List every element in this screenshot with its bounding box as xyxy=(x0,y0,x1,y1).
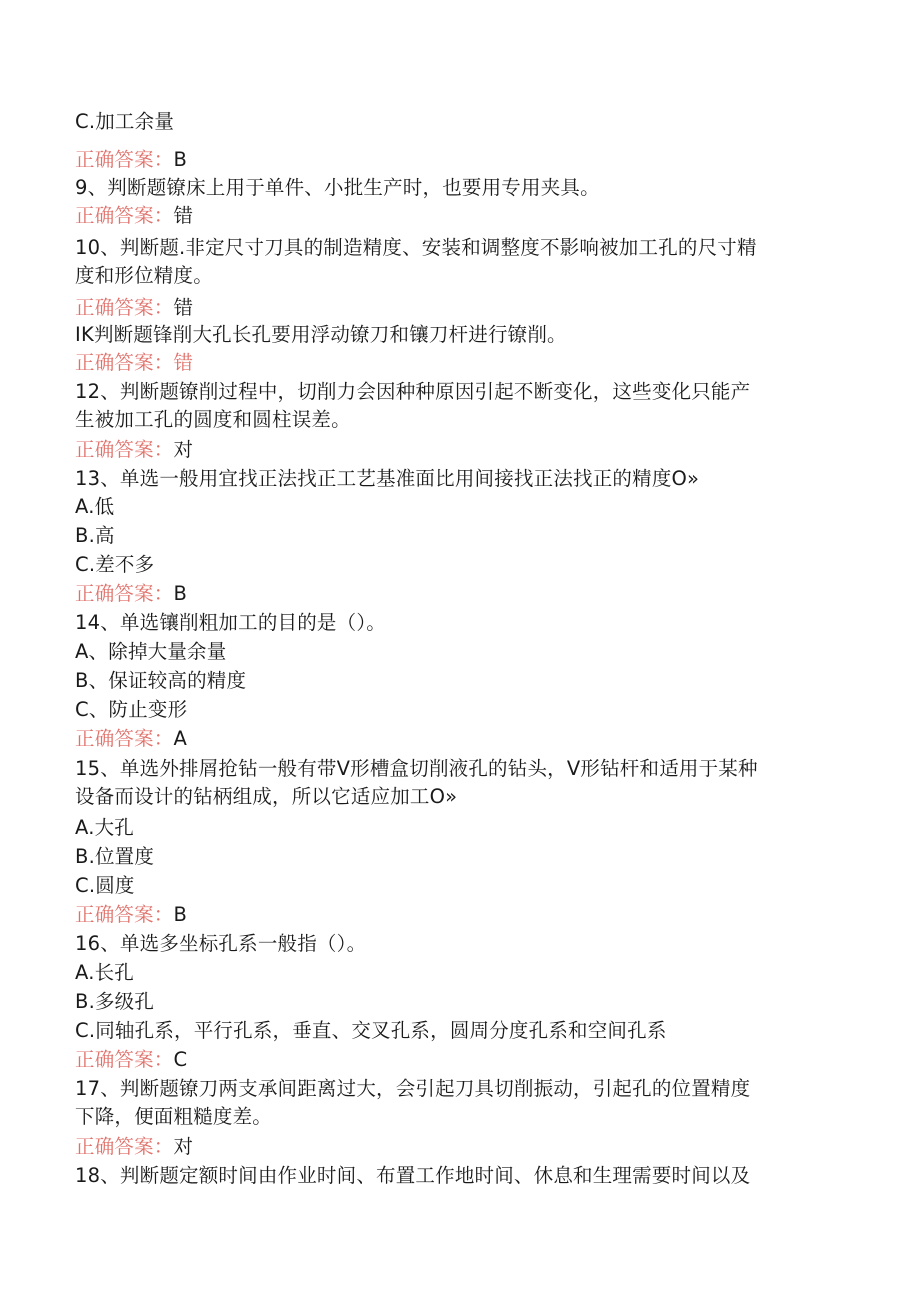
text-line: C、防止变形 xyxy=(75,698,188,721)
answer-line xyxy=(75,1047,187,1073)
text-line: IK判断题锋削大孔长孔要用浮动镣刀和镶刀杆进行镣削。 xyxy=(75,323,567,346)
text-line: A.长孔 xyxy=(75,961,134,984)
text-line: A、除掉大量余量 xyxy=(75,640,227,663)
answer-line xyxy=(75,581,187,607)
answer-line xyxy=(75,295,193,321)
answer-line xyxy=(75,147,187,173)
answer-value: 错 xyxy=(173,351,194,374)
text-line: 15、单选外排屑抢钻一般有带V形槽盒切削液孔的钻头，V形钻杆和适用于某种 xyxy=(75,757,758,780)
text-line: C.圆度 xyxy=(75,874,135,897)
text-line: 17、判断题镣刀两支承间距离过大，会引起刀具切削振动，引起孔的位置精度 xyxy=(75,1077,751,1100)
answer-value: B xyxy=(173,148,188,171)
text-line: 9、判断题镣床上用于单件、小批生产时，也要用专用夹具。 xyxy=(75,176,600,199)
answer-label: 正确答案： xyxy=(75,204,174,227)
text-line: 16、单选多坐标孔系一般指（）。 xyxy=(75,932,367,955)
answer-label: 正确答案： xyxy=(75,582,174,605)
text-line: A.低 xyxy=(75,495,115,518)
answer-value: 对 xyxy=(173,1135,194,1158)
text-line: C.差不多 xyxy=(75,553,155,576)
text-line: 18、判断题定额时间由作业时间、布置工作地时间、休息和生理需要时间以及 xyxy=(75,1164,751,1187)
text-line: 生被加工孔的圆度和圆柱误差。 xyxy=(75,408,351,431)
text-line: B.多级孔 xyxy=(75,990,155,1013)
text-line: C.加工余量 xyxy=(75,110,175,133)
answer-value: B xyxy=(173,903,188,926)
answer-label: 正确答案： xyxy=(75,148,174,171)
answer-line xyxy=(75,1134,193,1160)
text-line: B.高 xyxy=(75,524,115,547)
text-line: 14、单选镶削粗加工的目的是（）。 xyxy=(75,611,386,634)
answer-line xyxy=(75,902,187,928)
text-line: C.同轴孔系，平行孔系，垂直、交叉孔系，圆周分度孔系和空间孔系 xyxy=(75,1019,667,1042)
text-line: 下降，便面粗糙度差。 xyxy=(75,1105,273,1128)
text-line: B.位置度 xyxy=(75,845,155,868)
text-line: 度和形位精度。 xyxy=(75,264,213,287)
answer-label: 正确答案： xyxy=(75,351,174,374)
text-line: 10、判断题.非定尺寸刀具的制造精度、安装和调整度不影响被加工孔的尺寸精 xyxy=(75,236,757,259)
answer-label: 正确答案： xyxy=(75,727,174,750)
text-line: A.大孔 xyxy=(75,816,134,839)
answer-label: 正确答案： xyxy=(75,296,174,319)
answer-label: 正确答案： xyxy=(75,1135,174,1158)
text-line: B、保证较高的精度 xyxy=(75,669,247,692)
answer-line xyxy=(75,726,187,752)
answer-line xyxy=(75,350,193,376)
text-line: 12、判断题镣削过程中，切削力会因种种原因引起不断变化，这些变化只能产 xyxy=(75,380,751,403)
answer-value: C xyxy=(173,1048,188,1071)
answer-line xyxy=(75,437,193,463)
text-line: 13、单选一般用宜找正法找正工艺基准面比用间接找正法找正的精度O» xyxy=(75,467,700,490)
answer-label: 正确答案： xyxy=(75,1048,174,1071)
answer-value: 对 xyxy=(173,438,194,461)
answer-label: 正确答案： xyxy=(75,903,174,926)
text-line: 设备而设计的钻柄组成，所以它适应加工O» xyxy=(75,785,458,808)
answer-label: 正确答案： xyxy=(75,438,174,461)
answer-line xyxy=(75,203,193,229)
answer-value: A xyxy=(173,727,188,750)
answer-value: 错 xyxy=(173,204,194,227)
answer-value: 错 xyxy=(173,296,194,319)
answer-value: B xyxy=(173,582,188,605)
